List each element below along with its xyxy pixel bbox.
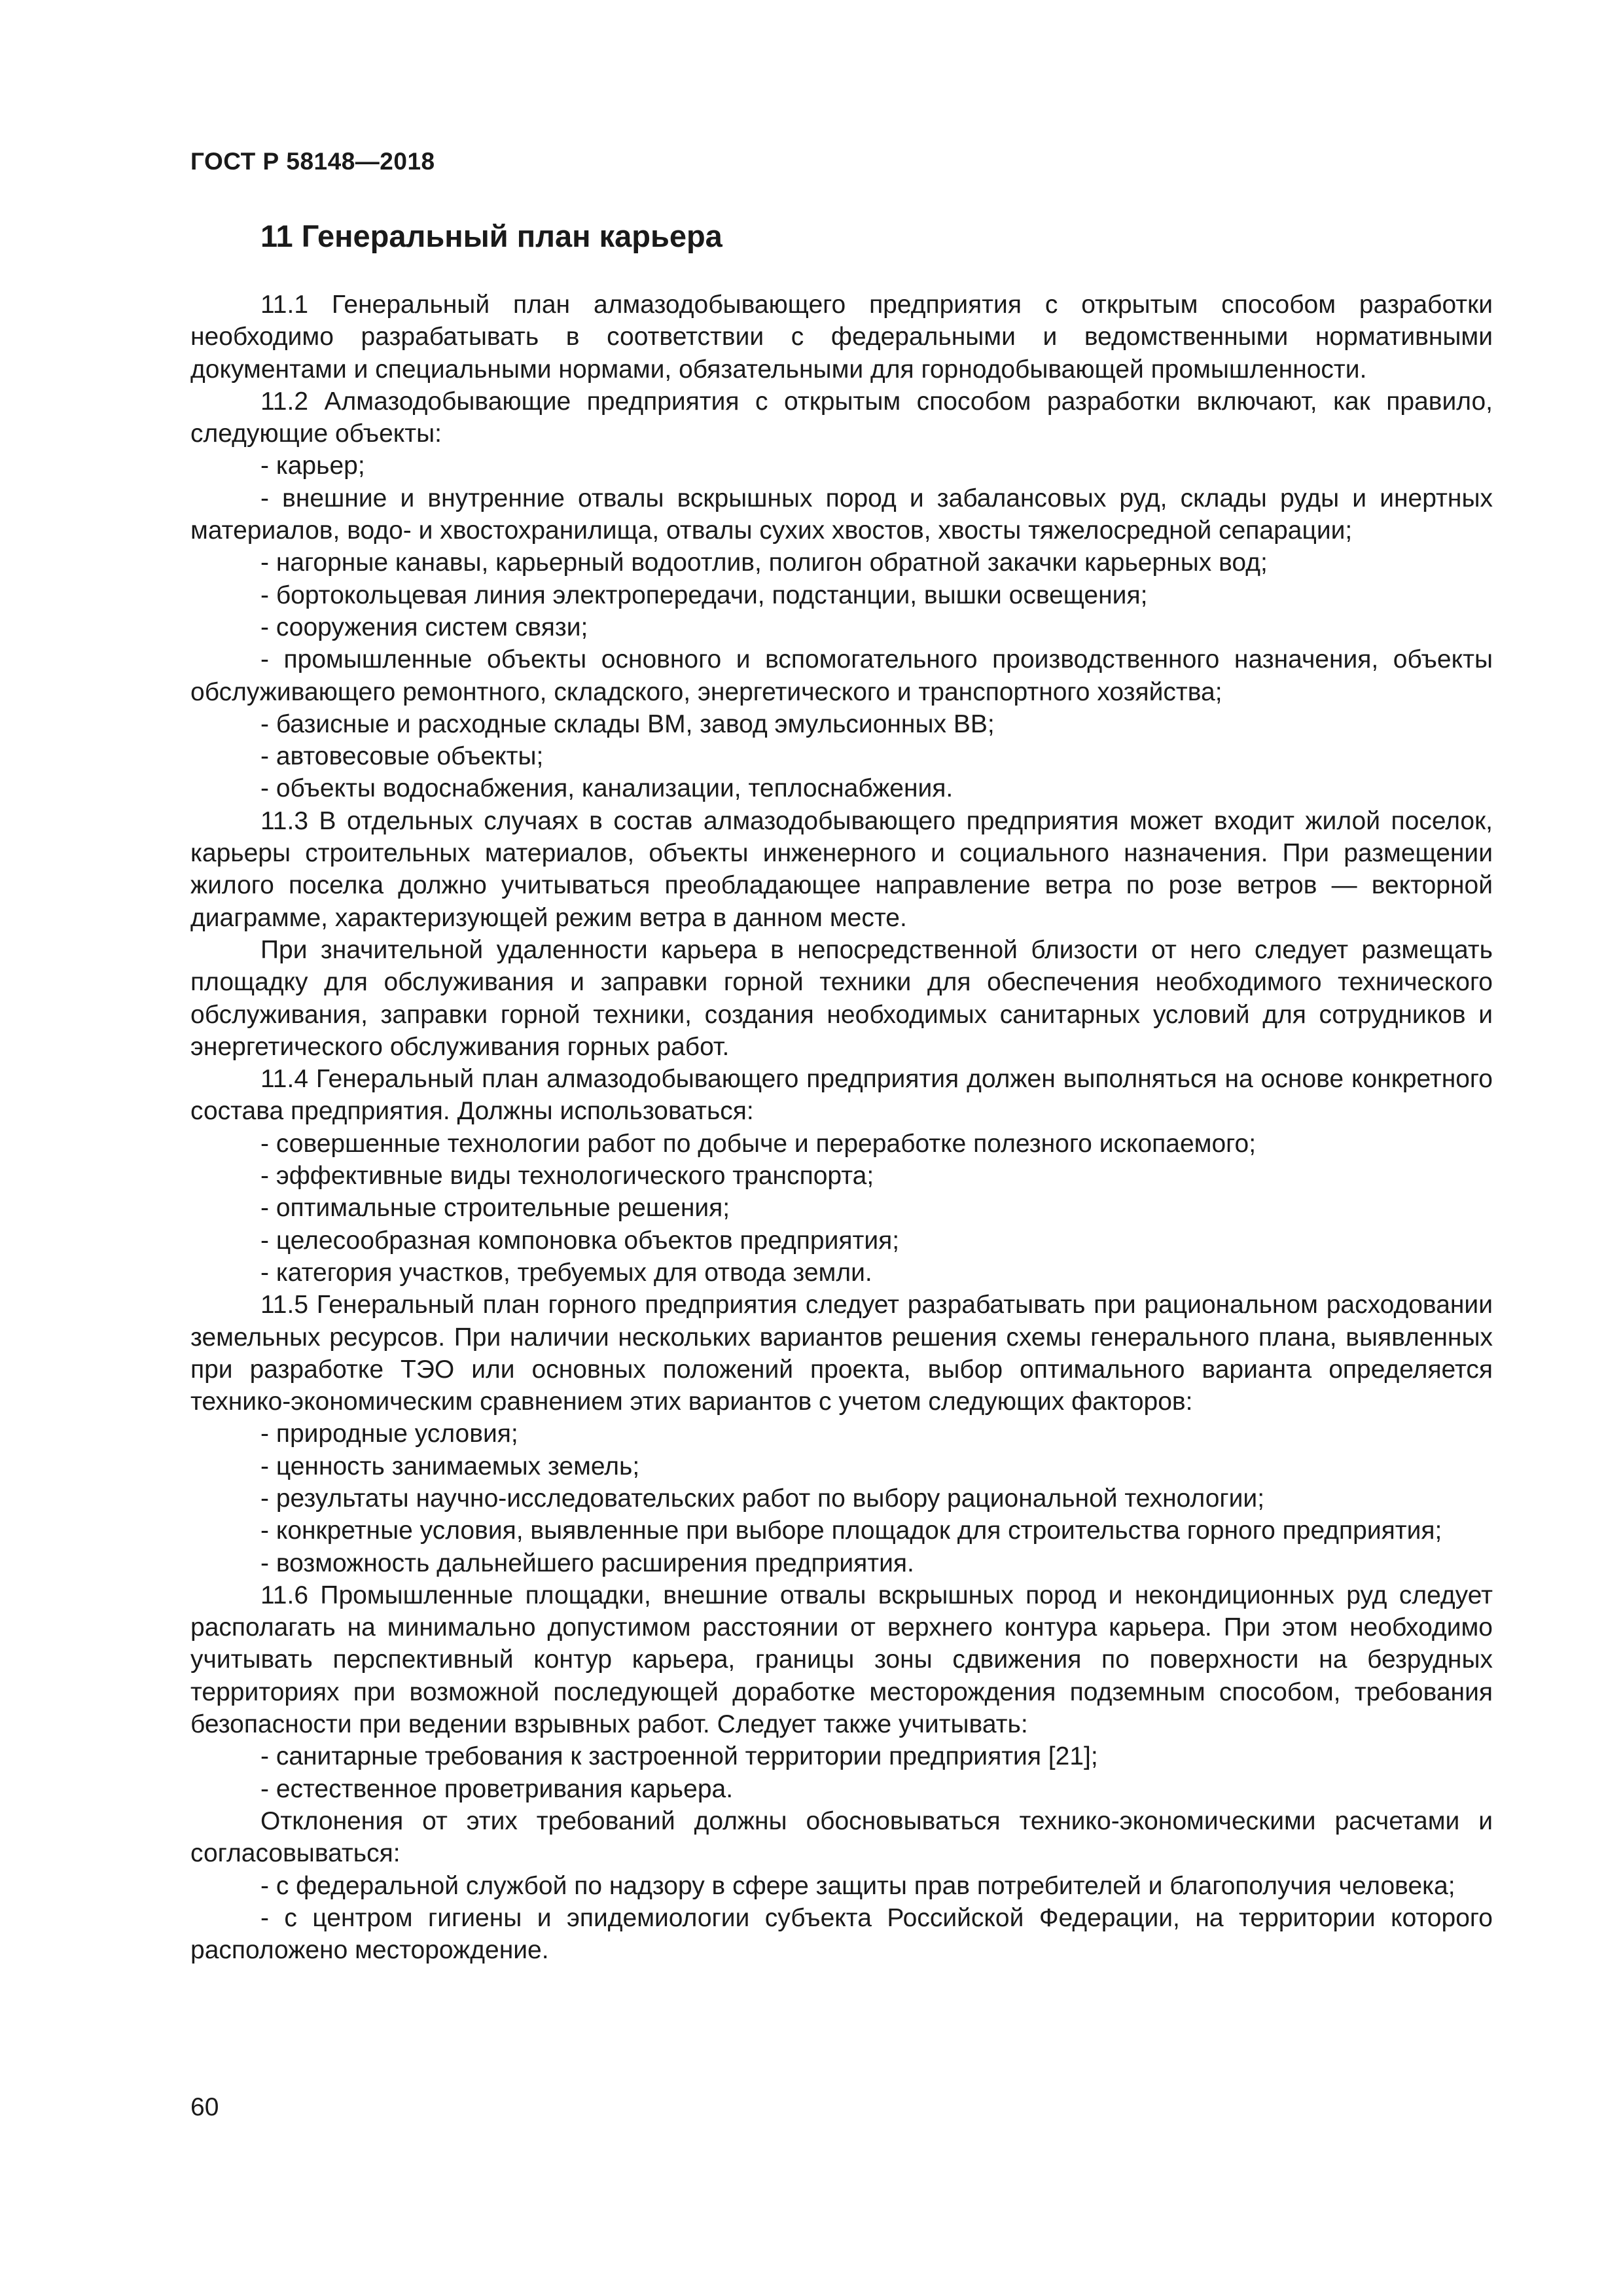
- list-item: - с центром гигиены и эпидемиологии субъекта Российской Федерации, на территории которого расположено месторождение.: [190, 1903, 1493, 1965]
- list-item: - совершенные технологии работ по добыче и переработке полезного ископаемого;: [260, 1129, 1257, 1158]
- list-item: - конкретные условия, выявленные при выборе площадок для строительства горного предприятия;: [260, 1516, 1442, 1545]
- paragraph: При значительной удаленности карьера в непосредственной близости от него следует размещать площадку для обслуживания и заправки горной техники для обеспечения необходимого технического обслуживания, заправки горной техники, создания необходимых санитарных условий для сотрудников и энергетического обслуживания горных работ.: [190, 935, 1493, 1061]
- list-item: - внешние и внутренние отвалы вскрышных пород и забалансовых руд, склады руды и инертных материалов, водо- и хвостохранилища, отвалы сухих хвостов, хвосты тяжелосредной сепарации;: [190, 484, 1493, 545]
- list-item: - ценность занимаемых земель;: [260, 1452, 640, 1480]
- list-item: - карьер;: [260, 452, 365, 480]
- list-item: - нагорные канавы, карьерный водоотлив, полигон обратной закачки карьерных вод;: [260, 548, 1268, 577]
- paragraph: 11.3 В отдельных случаях в состав алмазодобывающего предприятия может входит жилой поселок, карьеры строительных материалов, объекты инженерного и социального назначения. При размещении жилого поселка должно учитываться преобладающее направление ветра по розе ветров — векторной диаграмме, характеризующей режим ветра в данном месте.: [190, 806, 1493, 932]
- list-item: - оптимальные строительные решения;: [260, 1194, 730, 1223]
- list-item: - промышленные объекты основного и вспомогательного производственного назначения, объекты обслуживающего ремонтного, складского, энергетического и транспортного хозяйства;: [190, 645, 1493, 706]
- paragraph: Отклонения от этих требований должны обосновываться технико-экономическими расчетами и согласовываться:: [190, 1806, 1493, 1868]
- paragraph: 11.2 Алмазодобывающие предприятия с открытым способом разработки включают, как правило, следующие объекты:: [190, 387, 1493, 448]
- list-item: - бортокольцевая линия электропередачи, подстанции, вышки освещения;: [260, 581, 1148, 609]
- paragraph: 11.4 Генеральный план алмазодобывающего предприятия должен выполняться на основе конкретного состава предприятия. Должны использоваться:: [190, 1065, 1493, 1126]
- list-item: - автовесовые объекты;: [260, 742, 544, 771]
- list-item: - целесообразная компоновка объектов предприятия;: [260, 1226, 900, 1255]
- list-item: - категория участков, требуемых для отвода земли.: [260, 1258, 872, 1287]
- list-item: - естественное проветривания карьера.: [260, 1774, 734, 1803]
- document-body: [190, 289, 1493, 1966]
- list-item: - результаты научно-исследовательских работ по выбору рациональной технологии;: [260, 1484, 1265, 1513]
- list-item: - сооружения систем связи;: [260, 613, 588, 641]
- paragraph: 11.1 Генеральный план алмазодобывающего предприятия с открытым способом разработки необходимо разрабатывать в соответствии с федеральными и ведомственными нормативными документами и специальными нормами, обязательными для горнодобывающей промышленности.: [190, 291, 1493, 384]
- list-item: - базисные и расходные склады ВМ, завод эмульсионных ВВ;: [260, 709, 995, 738]
- paragraph: 11.6 Промышленные площадки, внешние отвалы вскрышных пород и некондиционных руд следует располагать на минимально допустимом расстоянии от верхнего контура карьера. При этом необходимо учитывать перспективный контур карьера, границы зоны сдвижения по поверхности на безрудных территориях при возможной последующей доработке месторождения подземным способом, требования безопасности при ведении взрывных работ. Следует также учитывать:: [190, 1581, 1493, 1739]
- list-item: - эффективные виды технологического транспорта;: [260, 1162, 874, 1191]
- list-item: - природные условия;: [260, 1420, 518, 1448]
- list-item: - санитарные требования к застроенной территории предприятия [21];: [260, 1742, 1098, 1771]
- list-item: - возможность дальнейшего расширения предприятия.: [260, 1549, 914, 1577]
- page-number: 60: [190, 2093, 219, 2121]
- document-header: ГОСТ Р 58148—2018: [190, 148, 435, 175]
- list-item: - с федеральной службой по надзору в сфере защиты прав потребителей и благополучия человека;: [260, 1871, 1455, 1900]
- section-title: 11 Генеральный план карьера: [260, 219, 722, 253]
- list-item: - объекты водоснабжения, канализации, теплоснабжения.: [260, 774, 954, 803]
- paragraph: 11.5 Генеральный план горного предприятия следует разрабатывать при рациональном расходовании земельных ресурсов. При наличии нескольких вариантов решения схемы генерального плана, выявленных при разработке ТЭО или основных положений проекта, выбор оптимального варианта определяется технико-экономическим сравнением этих вариантов с учетом следующих факторов:: [190, 1291, 1493, 1416]
